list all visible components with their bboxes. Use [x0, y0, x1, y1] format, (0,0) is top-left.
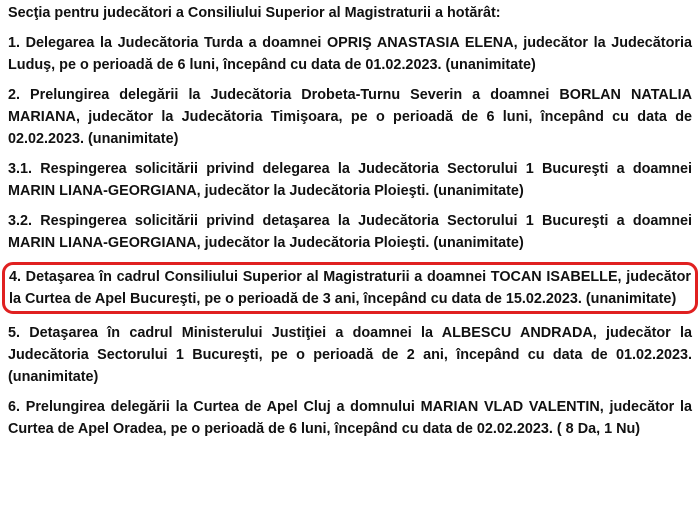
decision-item-1: 1. Delegarea la Judecătoria Turda a doamnei OPRIŞ ANASTASIA ELENA, judecător la Judecătoria Luduş, pe o perioadă de 6 luni, începând cu data de 01.02.2023. (unanimitate): [8, 35, 692, 73]
decision-item-2: 2. Prelungirea delegării la Judecătoria Drobeta-Turnu Severin a doamnei BORLAN NATALIA MARIANA, judecător la Judecătoria Timişoara, pe o perioadă de 6 luni, începând cu data de 02.02.2023. (unanimitate): [8, 87, 692, 147]
document-heading: Secţia pentru judecători a Consiliului Superior al Magistraturii a hotărât:: [8, 5, 501, 21]
decision-item-3-2: 3.2. Respingerea solicitării privind detaşarea la Judecătoria Sectorului 1 Bucureşti a doamnei MARIN LIANA-GEORGIANA, judecător la Judecătoria Ploieşti. (unanimitate): [8, 213, 692, 251]
decision-item-6: 6. Prelungirea delegării la Curtea de Apel Cluj a domnului MARIAN VLAD VALENTIN, judecător la Curtea de Apel Oradea, pe o perioadă de 6 luni, începând cu data de 02.02.2023. ( 8 Da, 1 Nu): [8, 399, 692, 437]
decision-item-4-highlighted: 4. Detaşarea în cadrul Consiliului Superior al Magistraturii a doamnei TOCAN ISABELLE, judecător la Curtea de Apel Bucureşti, pe o perioadă de 3 ani, începând cu data de 15.02.2023. (unanimitate): [2, 262, 698, 314]
decision-item-5: 5. Detaşarea în cadrul Ministerului Justiţiei a doamnei la ALBESCU ANDRADA, judecător la Judecătoria Sectorului 1 Bucureşti, pe o perioadă de 2 ani, începând cu data de 01.02.2023. (unanimitate): [8, 325, 692, 385]
decision-item-3-1: 3.1. Respingerea solicitării privind delegarea la Judecătoria Sectorului 1 Bucureşti a doamnei MARIN LIANA-GEORGIANA, judecător la Judecătoria Ploieşti. (unanimitate): [8, 161, 692, 199]
